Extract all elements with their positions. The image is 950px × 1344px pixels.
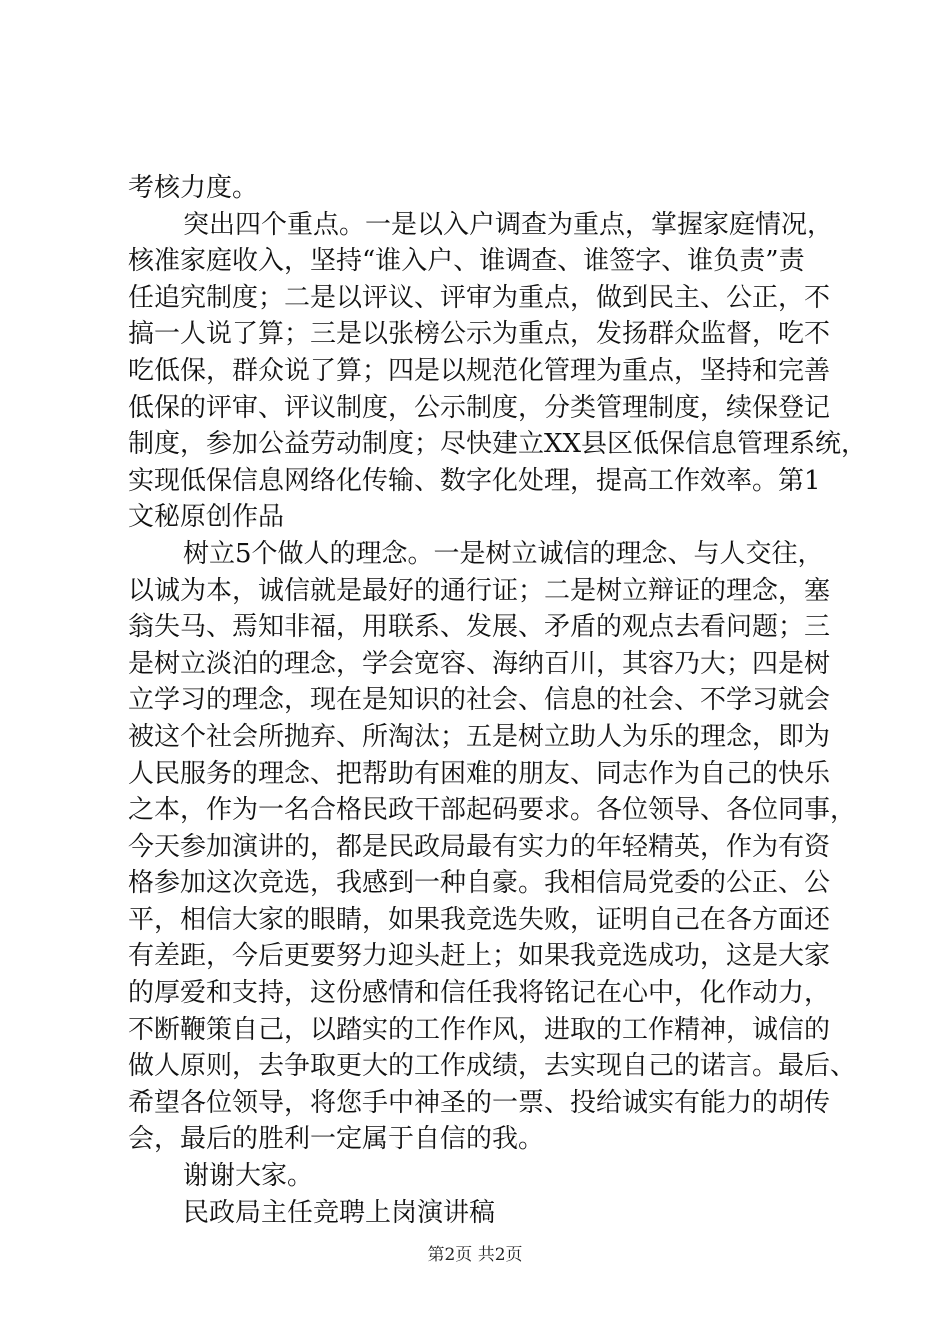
text-line: 会，最后的胜利一定属于自信的我。 [128,1124,545,1155]
text-line: 实现低保信息网络化传输、数字化处理，提高工作效率。第1 [128,465,821,496]
text-line: 考核力度。 [128,173,259,203]
text-line: 制度，参加公益劳动制度；尽快建立XX县区低保信息管理系统， [128,429,868,460]
text-line: 是树立淡泊的理念，学会宽容、海纳百川，其容乃大；四是树 [128,648,831,679]
text-line: 希望各位领导，将您手中神圣的一票、投给诚实有能力的胡传 [128,1087,831,1118]
text-line: 翁失马、焉知非福，用联系、发展、矛盾的观点去看问题；三 [128,612,831,643]
text-line: 任追究制度；二是以评议、评审为重点，做到民主、公正，不 [128,282,831,313]
text-line: 平，相信大家的眼睛，如果我竞选失败，证明自己在各方面还 [128,904,831,935]
text-line: 今天参加演讲的，都是民政局最有实力的年轻精英，作为有资 [128,831,831,862]
text-line: 吃低保，群众说了算；四是以规范化管理为重点，坚持和完善 [128,355,831,386]
text-line: 低保的评审、评议制度，公示制度，分类管理制度，续保登记 [128,392,831,423]
text-line: 做人原则，去争取更大的工作成绩，去实现自己的诺言。最后、 [128,1051,857,1082]
text-line: 被这个社会所抛弃、所淘汰；五是树立助人为乐的理念，即为 [128,721,831,752]
text-line: 突出四个重点。一是以入户调查为重点，掌握家庭情况， [183,209,834,240]
text-line: 人民服务的理念、把帮助有困难的朋友、同志作为自己的快乐 [128,758,831,789]
text-line: 民政局主任竞聘上岗演讲稿 [183,1197,496,1228]
document-body [128,170,868,1231]
text-line: 树立5个做人的理念。一是树立诚信的理念、与人交往， [183,538,824,569]
text-line: 谢谢大家。 [183,1161,314,1192]
text-line: 之本，作为一名合格民政干部起码要求。各位领导、各位同事， [128,795,857,826]
text-line: 以诚为本，诚信就是最好的通行证；二是树立辩证的理念，塞 [128,575,831,606]
text-line: 不断鞭策自己，以踏实的工作作风，进取的工作精神，诚信的 [128,1014,831,1045]
text-line: 立学习的理念，现在是知识的社会、信息的社会、不学习就会 [128,685,831,716]
page-footer: 第2页 共2页 [427,1245,523,1265]
text-line: 文秘原创作品 [128,502,285,533]
text-line: 有差距，今后更要努力迎头赶上；如果我竞选成功，这是大家 [128,941,831,972]
text-line: 核准家庭收入，坚持“谁入户、谁调查、谁签字、谁负责”责 [128,246,805,277]
text-line: 格参加这次竞选，我感到一种自豪。我相信局党委的公正、公 [128,868,831,899]
text-line: 的厚爱和支持，这份感情和信任我将铭记在心中，化作动力， [128,978,831,1009]
text-line: 搞一人说了算；三是以张榜公示为重点，发扬群众监督，吃不 [128,319,831,350]
